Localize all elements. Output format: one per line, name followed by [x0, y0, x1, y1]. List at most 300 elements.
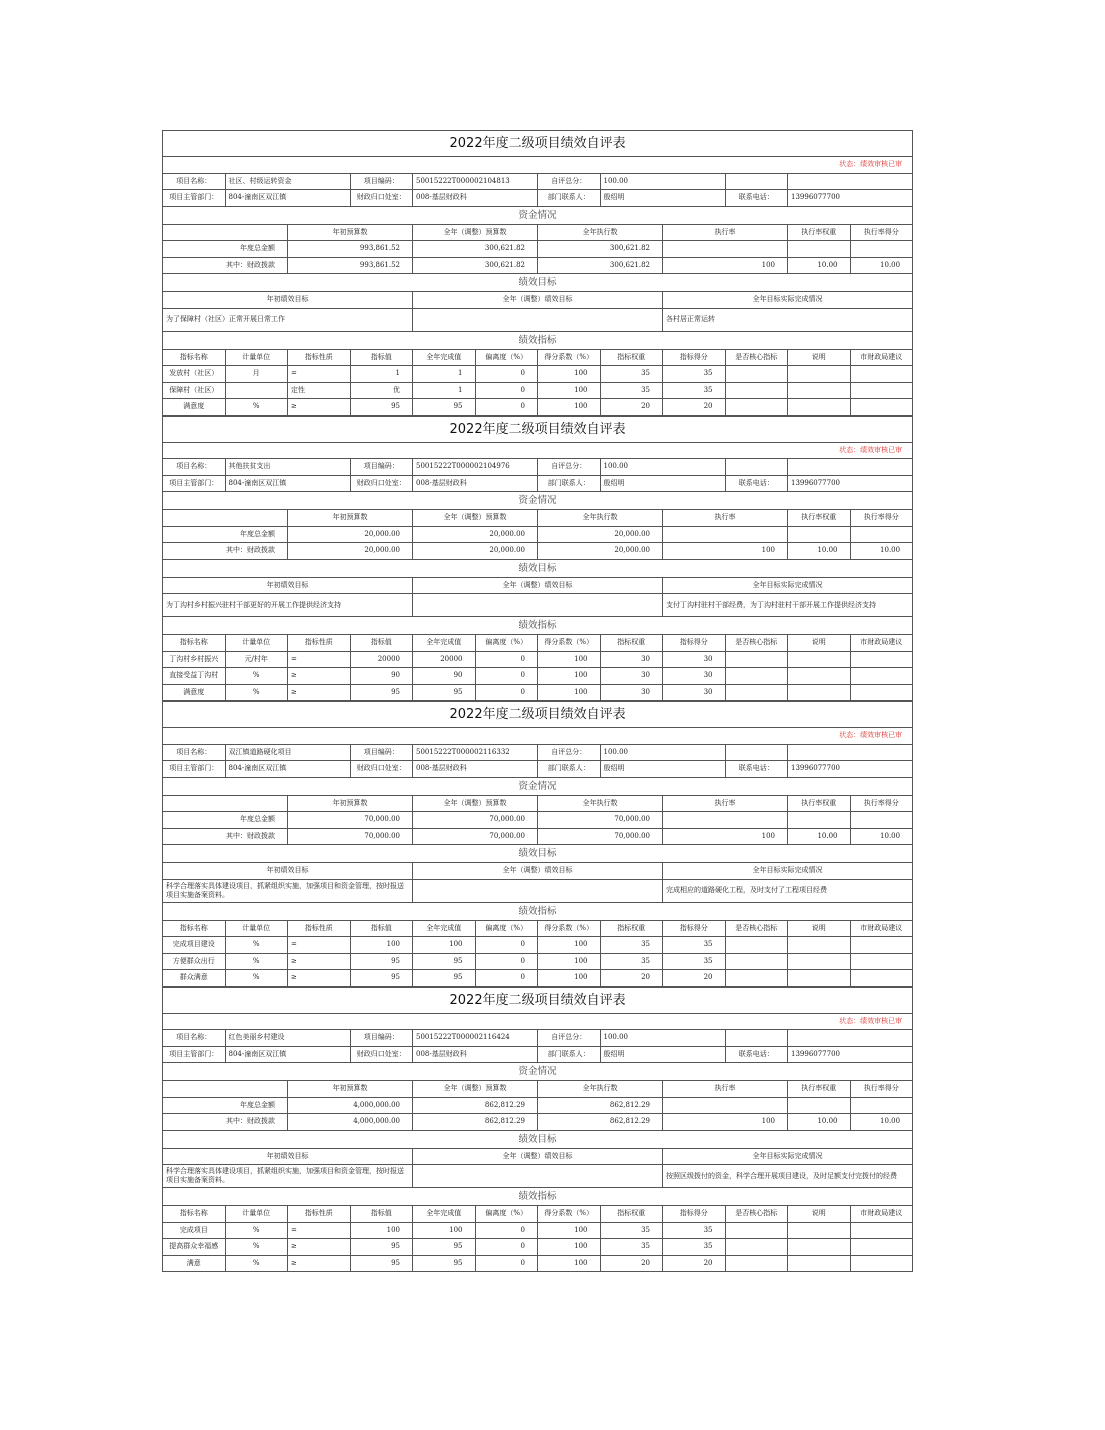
fund-row-label: 其中：财政拨款: [163, 257, 288, 274]
phone-value: 13996077700: [788, 475, 913, 492]
fund-cell: 100: [663, 1114, 788, 1131]
indicator-header: 市财政局建议: [850, 349, 913, 366]
indicator-header: 指标名称: [163, 1206, 226, 1223]
indicator-cell: 100: [350, 937, 413, 954]
indicator-cell: 100: [538, 937, 601, 954]
fund-header: 执行率: [663, 224, 788, 241]
contact-value: 殷绍明: [600, 190, 725, 207]
indicator-header: 指标值: [350, 920, 413, 937]
self-score-value: 100.00: [600, 1030, 725, 1047]
project-code-label: 项目编码：: [350, 459, 413, 476]
indicator-cell: 满意: [163, 1255, 226, 1272]
indicator-cell: 35: [600, 1239, 663, 1256]
finance-office-label: 财政归口处室：: [350, 761, 413, 778]
review-status: [163, 1013, 913, 1030]
fund-cell: 10.00: [850, 828, 913, 845]
indicator-cell: [850, 684, 913, 701]
goal-header: 全年目标实际完成情况: [663, 863, 913, 880]
fund-cell: [663, 1097, 788, 1114]
indicator-header: 说明: [788, 635, 851, 652]
indicator-cell: ≥: [288, 1255, 351, 1272]
indicator-cell: [725, 382, 788, 399]
indicator-cell: 100: [538, 668, 601, 685]
self-score-label: 自评总分：: [538, 744, 601, 761]
indicator-cell: [788, 684, 851, 701]
indicator-cell: 优: [350, 382, 413, 399]
indicator-cell: [850, 1222, 913, 1239]
fund-cell: 300,621.82: [538, 257, 663, 274]
indicator-cell: 35: [600, 953, 663, 970]
fund-cell: 20,000.00: [413, 526, 538, 543]
indicator-cell: 35: [663, 1239, 726, 1256]
table-row: [163, 684, 913, 701]
fund-cell: 993,861.52: [288, 241, 413, 258]
indicator-cell: 100: [538, 399, 601, 416]
goal-adjusted: [413, 308, 663, 331]
fund-header: 执行率权重: [788, 795, 851, 812]
indicator-cell: 95: [350, 953, 413, 970]
table-title: 2022年度二级项目绩效自评表: [163, 416, 913, 442]
indicator-cell: 100: [538, 366, 601, 383]
goal-adjusted: [413, 1165, 663, 1188]
indicator-header: 全年完成值: [413, 349, 476, 366]
fund-cell: 862,812.29: [538, 1097, 663, 1114]
goals-section-title: 绩效目标: [163, 1130, 913, 1148]
indicator-header: 计量单位: [225, 349, 288, 366]
indicator-cell: 30: [663, 684, 726, 701]
indicator-cell: 35: [600, 1222, 663, 1239]
indicator-header: 得分系数（%）: [538, 920, 601, 937]
indicator-header: 指标权重: [600, 349, 663, 366]
fund-cell: [850, 526, 913, 543]
fund-cell: 862,812.29: [413, 1097, 538, 1114]
funds-section-title: 资金情况: [163, 1063, 913, 1081]
fund-cell: 70,000.00: [538, 828, 663, 845]
status-value: 绩效审核已审: [860, 731, 903, 740]
indicator-cell: 20: [663, 970, 726, 987]
indicator-cell: 90: [350, 668, 413, 685]
indicator-cell: %: [225, 1255, 288, 1272]
indicator-cell: %: [225, 1222, 288, 1239]
indicators-section-title: 绩效指标: [163, 617, 913, 635]
indicator-cell: [725, 1222, 788, 1239]
fund-cell: [788, 241, 851, 258]
phone-value: 13996077700: [788, 190, 913, 207]
indicator-cell: 35: [663, 382, 726, 399]
indicator-cell: 95: [413, 399, 476, 416]
indicator-header: 指标权重: [600, 635, 663, 652]
status-label: 状态：: [839, 731, 861, 740]
project-name-value: 社区、村级运转资金: [225, 173, 350, 190]
fund-cell: 10.00: [788, 828, 851, 845]
indicator-cell: [725, 937, 788, 954]
table-title: 2022年度二级项目绩效自评表: [163, 131, 913, 157]
indicator-header: 全年完成值: [413, 635, 476, 652]
indicator-cell: 100: [538, 1239, 601, 1256]
goals-section-title: 绩效目标: [163, 845, 913, 863]
funds-section-title: 资金情况: [163, 777, 913, 795]
indicator-cell: 100: [538, 953, 601, 970]
indicator-cell: %: [225, 668, 288, 685]
indicator-cell: 丁沟村乡村振兴: [163, 651, 226, 668]
indicator-header: 指标值: [350, 635, 413, 652]
indicator-cell: 20: [600, 1255, 663, 1272]
indicator-cell: 发放村（社区）: [163, 366, 226, 383]
fund-cell: [850, 1097, 913, 1114]
contact-label: 部门联系人：: [538, 1046, 601, 1063]
indicator-cell: [788, 651, 851, 668]
table-row: [163, 970, 913, 987]
indicator-cell: 95: [413, 970, 476, 987]
project-code-label: 项目编码：: [350, 173, 413, 190]
fund-cell: 300,621.82: [538, 241, 663, 258]
fund-header: 年初预算数: [288, 224, 413, 241]
indicator-header: 说明: [788, 1206, 851, 1223]
fund-cell: 70,000.00: [288, 812, 413, 829]
indicator-cell: 35: [600, 937, 663, 954]
indicator-header: 市财政局建议: [850, 1206, 913, 1223]
goal-actual: 各村居正常运转: [663, 308, 913, 331]
indicator-header: 指标权重: [600, 920, 663, 937]
indicator-header: 计量单位: [225, 920, 288, 937]
project-name-label: 项目名称：: [163, 744, 226, 761]
table-title: 2022年度二级项目绩效自评表: [163, 987, 913, 1013]
indicator-cell: 满意度: [163, 684, 226, 701]
status-label: 状态：: [839, 160, 861, 169]
indicator-cell: 100: [413, 1222, 476, 1239]
indicator-cell: 月: [225, 366, 288, 383]
fund-row-label: 其中：财政拨款: [163, 543, 288, 560]
indicator-cell: [788, 382, 851, 399]
goal-header: 全年目标实际完成情况: [663, 577, 913, 594]
indicator-cell: 0: [475, 366, 538, 383]
phone-value: 13996077700: [788, 761, 913, 778]
indicator-cell: [850, 651, 913, 668]
finance-office-value: 008-基层财政科: [413, 190, 538, 207]
goal-adjusted: [413, 594, 663, 617]
indicator-header: 指标得分: [663, 635, 726, 652]
status-label: 状态：: [839, 1016, 861, 1025]
indicator-header: 得分系数（%）: [538, 1206, 601, 1223]
funds-section-title: 资金情况: [163, 492, 913, 510]
indicator-cell: [725, 651, 788, 668]
table-row: [163, 953, 913, 970]
goal-actual: 完成相应的道路硬化工程，及时支付了工程项目经费: [663, 879, 913, 902]
indicator-cell: 100: [538, 1222, 601, 1239]
contact-value: 殷绍明: [600, 1046, 725, 1063]
indicator-cell: 20: [600, 399, 663, 416]
indicator-cell: %: [225, 970, 288, 987]
project-code-label: 项目编码：: [350, 1030, 413, 1047]
indicator-cell: %: [225, 937, 288, 954]
fund-header: 全年（调整）预算数: [413, 795, 538, 812]
indicator-header: 指标性质: [288, 1206, 351, 1223]
indicator-cell: 完成项目建设: [163, 937, 226, 954]
fund-header: 全年（调整）预算数: [413, 510, 538, 527]
fund-cell: 862,812.29: [413, 1114, 538, 1131]
fund-cell: 10.00: [788, 1114, 851, 1131]
indicator-header: 指标名称: [163, 349, 226, 366]
indicator-cell: ≥: [288, 970, 351, 987]
table-row: [163, 366, 913, 383]
goal-header: 全年目标实际完成情况: [663, 292, 913, 309]
review-status: [163, 728, 913, 745]
indicator-cell: 0: [475, 1239, 538, 1256]
indicator-cell: 0: [475, 651, 538, 668]
fund-row-label: 其中：财政拨款: [163, 828, 288, 845]
indicator-cell: =: [288, 366, 351, 383]
indicator-cell: 20000: [350, 651, 413, 668]
fund-header: 年初预算数: [288, 795, 413, 812]
indicator-cell: [850, 937, 913, 954]
fund-cell: 10.00: [788, 543, 851, 560]
fund-header: 执行率得分: [850, 510, 913, 527]
fund-row-label: 其中：财政拨款: [163, 1114, 288, 1131]
indicator-header: 计量单位: [225, 635, 288, 652]
indicator-cell: 20: [663, 399, 726, 416]
fund-cell: 4,000,000.00: [288, 1097, 413, 1114]
indicator-cell: 0: [475, 970, 538, 987]
goal-adjusted: [413, 879, 663, 902]
indicator-cell: 100: [538, 382, 601, 399]
indicator-header: 指标值: [350, 349, 413, 366]
fund-cell: 100: [663, 257, 788, 274]
fund-cell: 100: [663, 543, 788, 560]
indicator-cell: 0: [475, 684, 538, 701]
indicator-cell: 95: [413, 953, 476, 970]
fund-cell: 10.00: [788, 257, 851, 274]
indicator-header-row: [163, 635, 913, 652]
phone-value: 13996077700: [788, 1046, 913, 1063]
indicator-cell: 保障村（社区）: [163, 382, 226, 399]
indicator-cell: 100: [538, 1255, 601, 1272]
goal-header: 全年（调整）绩效目标: [413, 863, 663, 880]
indicator-cell: %: [225, 684, 288, 701]
fund-cell: 300,621.82: [413, 257, 538, 274]
project-code-value: 50015222T000002116332: [413, 744, 538, 761]
indicator-cell: [850, 668, 913, 685]
indicator-header: 指标性质: [288, 635, 351, 652]
contact-value: 殷绍明: [600, 761, 725, 778]
indicator-header: 是否核心指标: [725, 920, 788, 937]
indicator-cell: 100: [350, 1222, 413, 1239]
dept-label: 项目主管部门：: [163, 1046, 226, 1063]
fund-cell: 993,861.52: [288, 257, 413, 274]
indicator-cell: [788, 953, 851, 970]
indicator-header: 指标名称: [163, 920, 226, 937]
indicator-cell: [725, 399, 788, 416]
finance-office-value: 008-基层财政科: [413, 475, 538, 492]
indicator-cell: 0: [475, 382, 538, 399]
indicator-cell: %: [225, 953, 288, 970]
fund-cell: 10.00: [850, 257, 913, 274]
indicator-cell: 0: [475, 1255, 538, 1272]
contact-value: 殷绍明: [600, 475, 725, 492]
indicator-cell: [725, 668, 788, 685]
fund-header: 执行率权重: [788, 510, 851, 527]
indicator-cell: 95: [350, 684, 413, 701]
fund-header: 全年（调整）预算数: [413, 1081, 538, 1098]
indicator-cell: 100: [538, 651, 601, 668]
indicator-header-row: [163, 1206, 913, 1223]
project-evaluation-table: [162, 987, 913, 1273]
indicator-cell: 95: [350, 970, 413, 987]
project-code-label: 项目编码：: [350, 744, 413, 761]
indicator-header: 指标值: [350, 1206, 413, 1223]
self-score-value: 100.00: [600, 744, 725, 761]
indicator-cell: 0: [475, 668, 538, 685]
indicator-cell: [725, 953, 788, 970]
indicator-cell: [725, 1255, 788, 1272]
indicator-header: 得分系数（%）: [538, 349, 601, 366]
goal-initial: 科学合理落实具体建设项目，抓紧组织实施，加强项目和资金管理，按时报送项目实施备案资料。: [163, 1165, 413, 1188]
dept-value: 804-潼南区双江镇: [225, 190, 350, 207]
fund-cell: [850, 812, 913, 829]
fund-header: 执行率得分: [850, 1081, 913, 1098]
indicator-cell: [725, 970, 788, 987]
goal-header: 年初绩效目标: [163, 577, 413, 594]
fund-header: 执行率权重: [788, 1081, 851, 1098]
indicator-cell: [788, 1255, 851, 1272]
table-row: [163, 382, 913, 399]
indicator-header: 计量单位: [225, 1206, 288, 1223]
indicator-cell: [788, 668, 851, 685]
fund-cell: 20,000.00: [288, 543, 413, 560]
project-evaluation-table: [162, 416, 913, 702]
fund-cell: [788, 526, 851, 543]
indicator-cell: 100: [538, 684, 601, 701]
indicator-header: 指标得分: [663, 920, 726, 937]
fund-cell: 70,000.00: [288, 828, 413, 845]
indicator-header: 市财政局建议: [850, 920, 913, 937]
project-code-value: 50015222T000002104976: [413, 459, 538, 476]
indicator-header: 是否核心指标: [725, 635, 788, 652]
indicator-header: 说明: [788, 349, 851, 366]
goal-header: 全年（调整）绩效目标: [413, 1148, 663, 1165]
table-row: [163, 651, 913, 668]
table-row: [163, 937, 913, 954]
goals-section-title: 绩效目标: [163, 559, 913, 577]
indicator-cell: 定性: [288, 382, 351, 399]
indicator-header: 市财政局建议: [850, 635, 913, 652]
project-evaluation-table: [162, 130, 913, 416]
indicator-cell: 95: [413, 1255, 476, 1272]
indicator-cell: 0: [475, 953, 538, 970]
fund-cell: 70,000.00: [413, 828, 538, 845]
indicator-cell: 30: [663, 668, 726, 685]
fund-cell: 20,000.00: [538, 526, 663, 543]
fund-cell: 20,000.00: [413, 543, 538, 560]
fund-cell: 300,621.82: [413, 241, 538, 258]
dept-value: 804-潼南区双江镇: [225, 475, 350, 492]
indicator-cell: [850, 970, 913, 987]
fund-cell: 70,000.00: [538, 812, 663, 829]
fund-cell: 4,000,000.00: [288, 1114, 413, 1131]
indicator-cell: ≥: [288, 953, 351, 970]
indicator-cell: [725, 366, 788, 383]
fund-header: 执行率权重: [788, 224, 851, 241]
indicator-cell: 1: [350, 366, 413, 383]
indicator-cell: %: [225, 399, 288, 416]
indicator-cell: [850, 1255, 913, 1272]
fund-header: 执行率: [663, 1081, 788, 1098]
fund-row-label: 年度总金额: [163, 526, 288, 543]
project-name-value: 双江镇道路硬化项目: [225, 744, 350, 761]
indicator-header: 指标性质: [288, 349, 351, 366]
self-score-label: 自评总分：: [538, 173, 601, 190]
indicator-cell: ≥: [288, 668, 351, 685]
indicator-cell: %: [225, 1239, 288, 1256]
indicator-cell: 0: [475, 937, 538, 954]
indicator-cell: 35: [663, 1222, 726, 1239]
review-status: [163, 442, 913, 459]
review-status: [163, 157, 913, 174]
indicator-cell: 满意度: [163, 399, 226, 416]
table-row: [163, 399, 913, 416]
self-score-value: 100.00: [600, 459, 725, 476]
indicator-cell: [725, 684, 788, 701]
goal-initial: 为了保障村（社区）正常开展日常工作: [163, 308, 413, 331]
dept-value: 804-潼南区双江镇: [225, 1046, 350, 1063]
project-name-label: 项目名称：: [163, 459, 226, 476]
indicator-cell: 20: [600, 970, 663, 987]
indicator-header: 指标得分: [663, 1206, 726, 1223]
indicator-cell: 30: [600, 684, 663, 701]
fund-header: 年初预算数: [288, 510, 413, 527]
table-title: 2022年度二级项目绩效自评表: [163, 702, 913, 728]
indicator-cell: [788, 366, 851, 383]
project-code-value: 50015222T000002104813: [413, 173, 538, 190]
indicator-cell: =: [288, 937, 351, 954]
fund-header: 全年执行数: [538, 795, 663, 812]
phone-label: 联系电话：: [725, 475, 788, 492]
goal-initial: 为丁沟村乡村振兴驻村干部更好的开展工作提供经济支持: [163, 594, 413, 617]
goal-header: 全年目标实际完成情况: [663, 1148, 913, 1165]
indicator-header: 全年完成值: [413, 1206, 476, 1223]
indicator-header-row: [163, 920, 913, 937]
indicator-cell: 0: [475, 399, 538, 416]
indicator-header: 全年完成值: [413, 920, 476, 937]
fund-cell: [663, 812, 788, 829]
indicator-cell: =: [288, 651, 351, 668]
phone-label: 联系电话：: [725, 1046, 788, 1063]
table-row: [163, 1222, 913, 1239]
indicator-cell: 90: [413, 668, 476, 685]
fund-cell: [788, 1097, 851, 1114]
indicator-header: 偏离度（%）: [475, 920, 538, 937]
fund-cell: 100: [663, 828, 788, 845]
indicator-cell: 1: [413, 366, 476, 383]
indicator-header: 偏离度（%）: [475, 349, 538, 366]
fund-header: 全年执行数: [538, 1081, 663, 1098]
project-evaluation-table: [162, 701, 913, 987]
indicator-cell: 100: [413, 937, 476, 954]
indicator-cell: [788, 1222, 851, 1239]
project-name-value: 其他扶贫支出: [225, 459, 350, 476]
indicators-section-title: 绩效指标: [163, 1188, 913, 1206]
phone-label: 联系电话：: [725, 761, 788, 778]
fund-header: 全年（调整）预算数: [413, 224, 538, 241]
goal-header: 年初绩效目标: [163, 1148, 413, 1165]
indicator-cell: 群众满意: [163, 970, 226, 987]
indicator-header: 指标性质: [288, 920, 351, 937]
indicator-cell: [225, 382, 288, 399]
fund-cell: 20,000.00: [288, 526, 413, 543]
indicator-cell: =: [288, 1222, 351, 1239]
contact-label: 部门联系人：: [538, 761, 601, 778]
indicator-cell: 35: [600, 366, 663, 383]
fund-cell: 70,000.00: [413, 812, 538, 829]
